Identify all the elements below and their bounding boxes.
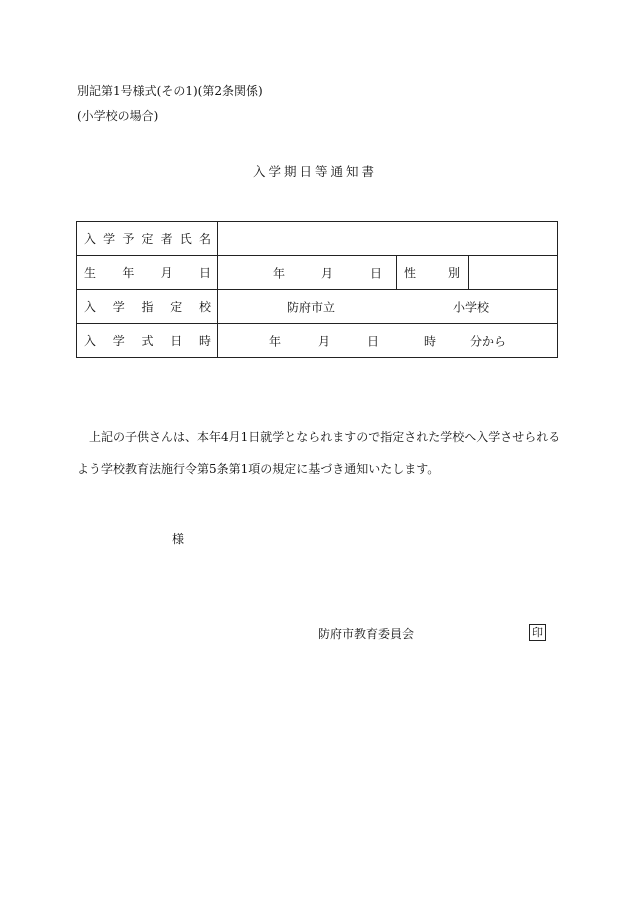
- notice-body: [77, 421, 561, 485]
- label-char: 指: [141, 300, 154, 314]
- label-school: [77, 290, 218, 324]
- ceremony-field[interactable]: [218, 324, 558, 358]
- ceremony-month-unit: 月: [318, 334, 331, 348]
- school-city: 防府市立: [287, 300, 336, 314]
- document-title: 入学期日等通知書: [252, 164, 377, 179]
- label-birthdate: [77, 256, 218, 290]
- label-char: 学: [112, 334, 125, 348]
- school-field[interactable]: [218, 290, 558, 324]
- label-char: 生: [84, 266, 97, 280]
- label-char: 入: [84, 300, 97, 314]
- birth-month-unit: 月: [321, 266, 334, 280]
- birth-year-unit: 年: [273, 266, 286, 280]
- label-char: 名: [198, 232, 211, 246]
- row-ceremony: [77, 324, 558, 358]
- student-name-field[interactable]: [218, 222, 558, 256]
- notice-line-2: よう学校教育法施行令第5条第1項の規定に基づき通知いたします。: [77, 462, 440, 476]
- label-gender: [397, 256, 469, 290]
- row-birthdate: [77, 256, 558, 290]
- label-char: 学: [103, 232, 116, 246]
- label-char: 入: [84, 334, 97, 348]
- label-char: 別: [447, 266, 460, 280]
- label-char: 月: [160, 266, 173, 280]
- ceremony-year-unit: 年: [269, 334, 282, 348]
- row-student-name: [77, 222, 558, 256]
- label-char: 日: [170, 334, 183, 348]
- label-char: 予: [122, 232, 135, 246]
- label-char: 者: [160, 232, 173, 246]
- birthdate-field[interactable]: [218, 256, 397, 290]
- label-ceremony: [77, 324, 218, 358]
- birth-day-unit: 日: [370, 266, 383, 280]
- label-char: 校: [198, 300, 211, 314]
- label-char: 年: [122, 266, 135, 280]
- label-char: 性: [404, 266, 417, 280]
- issuer-name: 防府市教育委員会: [318, 627, 415, 641]
- gender-field[interactable]: [469, 256, 558, 290]
- label-char: 日: [198, 266, 211, 280]
- recipient-honorific: 様: [172, 532, 185, 546]
- label-char: 時: [198, 334, 211, 348]
- ceremony-hour-unit: 時: [424, 334, 437, 348]
- info-table: [76, 221, 558, 358]
- label-student-name: [77, 222, 218, 256]
- label-char: 氏: [179, 232, 192, 246]
- ceremony-minute-unit: 分から: [470, 334, 507, 348]
- notice-line-1: 上記の子供さんは、本年4月1日就学となられますので指定された学校へ入学させられる: [77, 430, 561, 444]
- form-label: 別記第1号様式(その1)(第2条関係): [77, 84, 263, 98]
- ceremony-day-unit: 日: [367, 334, 380, 348]
- label-char: 入: [84, 232, 97, 246]
- school-suffix: 小学校: [453, 300, 490, 314]
- row-school: [77, 290, 558, 324]
- label-char: 定: [141, 232, 154, 246]
- form-subtitle: (小学校の場合): [77, 109, 159, 123]
- label-char: 学: [112, 300, 125, 314]
- label-char: 式: [141, 334, 154, 348]
- label-char: 定: [170, 300, 183, 314]
- seal-stamp: 印: [529, 624, 546, 641]
